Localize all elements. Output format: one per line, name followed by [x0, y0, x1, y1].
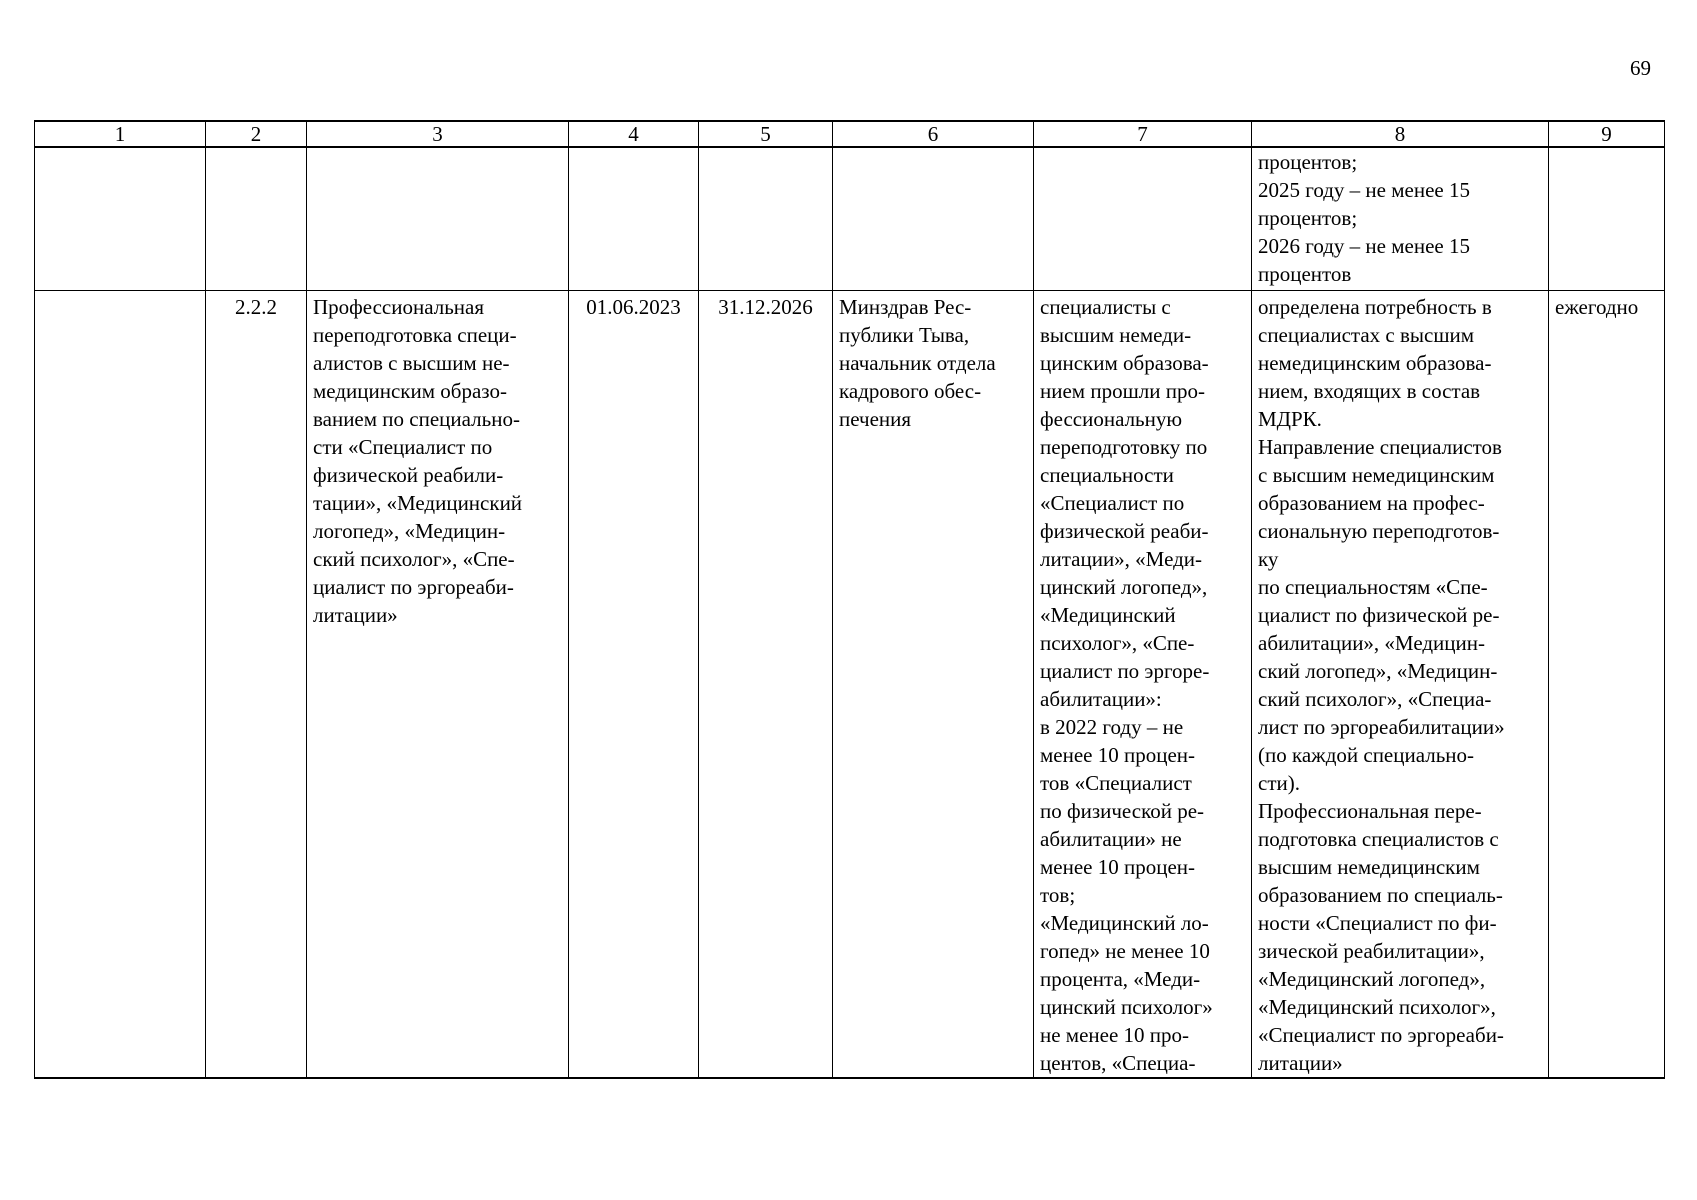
table-row-continuation	[35, 147, 1665, 291]
cell-line: ский психолог», «Специа-	[1258, 687, 1492, 711]
cell-line: психолог», «Спе-	[1040, 631, 1195, 655]
col-header-3: 3	[307, 121, 569, 147]
cell-line: цинским образова-	[1040, 351, 1209, 375]
page-number: 69	[1630, 56, 1651, 80]
cell-line: «Специалист по эргореаби-	[1258, 1023, 1504, 1047]
col-header-4: 4	[569, 121, 699, 147]
cell-line: фессиональную	[1040, 407, 1183, 431]
cell-line: «Медицинский логопед»,	[1258, 967, 1486, 991]
cell-activity-name	[307, 291, 569, 1079]
cell-line: Профессиональная пере-	[1258, 799, 1482, 823]
cell-line: Минздрав Рес-	[839, 295, 972, 319]
cell-line: логопед», «Медицин-	[313, 519, 506, 543]
cell-line: образованием на профес-	[1258, 491, 1485, 515]
cell-c7	[1034, 147, 1252, 291]
cell-line: специалисты с	[1040, 295, 1171, 319]
cell-line: процентов	[1258, 262, 1352, 286]
cell-line: ский психолог», «Спе-	[313, 547, 515, 571]
cell-line: физической реаби-	[1040, 519, 1209, 543]
cell-c8-results	[1252, 147, 1549, 291]
cell-line: немедицинским образова-	[1258, 351, 1492, 375]
cell-line: 2026 году – не менее 15	[1258, 234, 1470, 258]
cell-line: не менее 10 про-	[1040, 1023, 1190, 1047]
cell-line: сти).	[1258, 771, 1300, 795]
cell-frequency: ежегодно	[1549, 291, 1665, 1079]
cell-line: абилитации»:	[1040, 687, 1162, 711]
cell-line: кадрового обес-	[839, 379, 982, 403]
cell-c2	[206, 147, 307, 291]
cell-c9	[1549, 147, 1665, 291]
cell-line: сти «Специалист по	[313, 435, 493, 459]
cell-line: «Специалист по	[1040, 491, 1185, 515]
cell-m1	[35, 291, 206, 1079]
cell-line: специалистах с высшим	[1258, 323, 1475, 347]
cell-line: литации»	[313, 603, 398, 627]
cell-item-number: 2.2.2	[206, 291, 307, 1079]
cell-c1	[35, 147, 206, 291]
cell-line: тов;	[1040, 883, 1076, 907]
cell-line: переподготовку по	[1040, 435, 1208, 459]
cell-line: в 2022 году – не	[1040, 715, 1184, 739]
cell-start-date: 01.06.2023	[569, 291, 699, 1079]
col-header-5: 5	[699, 121, 833, 147]
cell-line: менее 10 процен-	[1040, 743, 1196, 767]
col-header-6: 6	[833, 121, 1034, 147]
cell-line: абилитации» не	[1040, 827, 1182, 851]
cell-responsible	[833, 291, 1034, 1079]
cell-c6	[833, 147, 1034, 291]
cell-line: (по каждой специально-	[1258, 743, 1475, 767]
cell-line: МДРК.	[1258, 407, 1322, 431]
col-header-1: 1	[35, 121, 206, 147]
table-row-2-2-2	[35, 291, 1665, 1079]
cell-line: менее 10 процен-	[1040, 855, 1196, 879]
cell-line: по специальностям «Спе-	[1258, 575, 1488, 599]
cell-line: начальник отдела	[839, 351, 996, 375]
cell-line: физической реабили-	[313, 463, 504, 487]
cell-line: специальности	[1040, 463, 1174, 487]
cell-line: литации», «Меди-	[1040, 547, 1203, 571]
cell-end-date: 31.12.2026	[699, 291, 833, 1079]
cell-line: с высшим немедицинским	[1258, 463, 1495, 487]
cell-line: литации»	[1258, 1051, 1343, 1075]
cell-line: гопед» не менее 10	[1040, 939, 1210, 963]
cell-line: «Медицинский	[1040, 603, 1176, 627]
cell-c3	[307, 147, 569, 291]
col-header-2: 2	[206, 121, 307, 147]
col-header-8: 8	[1252, 121, 1549, 147]
cell-line: высшим немедицинским	[1258, 855, 1480, 879]
cell-c5	[699, 147, 833, 291]
cell-results	[1252, 291, 1549, 1079]
cell-line: по физической ре-	[1040, 799, 1205, 823]
cell-line: абилитации», «Медицин-	[1258, 631, 1486, 655]
cell-indicator	[1034, 291, 1252, 1079]
cell-line: переподготовка специ-	[313, 323, 517, 347]
cell-line: центов, «Специа-	[1040, 1051, 1196, 1075]
cell-line: процентов;	[1258, 206, 1358, 230]
cell-line: тов «Специалист	[1040, 771, 1192, 795]
cell-line: Направление специалистов	[1258, 435, 1502, 459]
cell-c4	[569, 147, 699, 291]
cell-line: публики Тыва,	[839, 323, 970, 347]
cell-line: цинский логопед»,	[1040, 575, 1208, 599]
cell-line: тации», «Медицинский	[313, 491, 523, 515]
cell-line: ванием по специально-	[313, 407, 520, 431]
cell-line: Профессиональная	[313, 295, 485, 319]
cell-line: циалист по эргоре-	[1040, 659, 1210, 683]
cell-line: медицинским образо-	[313, 379, 507, 403]
cell-line: 2025 году – не менее 15	[1258, 178, 1470, 202]
header-row	[35, 121, 1665, 147]
cell-line: алистов с высшим не-	[313, 351, 510, 375]
cell-line: «Медицинский психолог»,	[1258, 995, 1496, 1019]
cell-line: зической реабилитации»,	[1258, 939, 1485, 963]
cell-line: нием, входящих в состав	[1258, 379, 1481, 403]
cell-line: цинский психолог»	[1040, 995, 1213, 1019]
cell-line: подготовка специалистов с	[1258, 827, 1499, 851]
cell-line: сиональную переподготов-	[1258, 519, 1500, 543]
cell-line: циалист по физической ре-	[1258, 603, 1500, 627]
cell-line: нием прошли про-	[1040, 379, 1205, 403]
cell-line: процента, «Меди-	[1040, 967, 1201, 991]
cell-line: образованием по специаль-	[1258, 883, 1503, 907]
cell-line: ности «Специалист по фи-	[1258, 911, 1497, 935]
cell-line: ский логопед», «Медицин-	[1258, 659, 1498, 683]
cell-line: процентов;	[1258, 150, 1358, 174]
cell-line: «Медицинский ло-	[1040, 911, 1209, 935]
cell-line: лист по эргореабилитации»	[1258, 715, 1505, 739]
cell-line: высшим немеди-	[1040, 323, 1192, 347]
plan-table	[34, 120, 1665, 1079]
cell-line: ку	[1258, 547, 1279, 571]
cell-line: печения	[839, 407, 912, 431]
cell-line: определена потребность в	[1258, 295, 1492, 319]
cell-line: циалист по эргореаби-	[313, 575, 514, 599]
col-header-7: 7	[1034, 121, 1252, 147]
col-header-9: 9	[1549, 121, 1665, 147]
